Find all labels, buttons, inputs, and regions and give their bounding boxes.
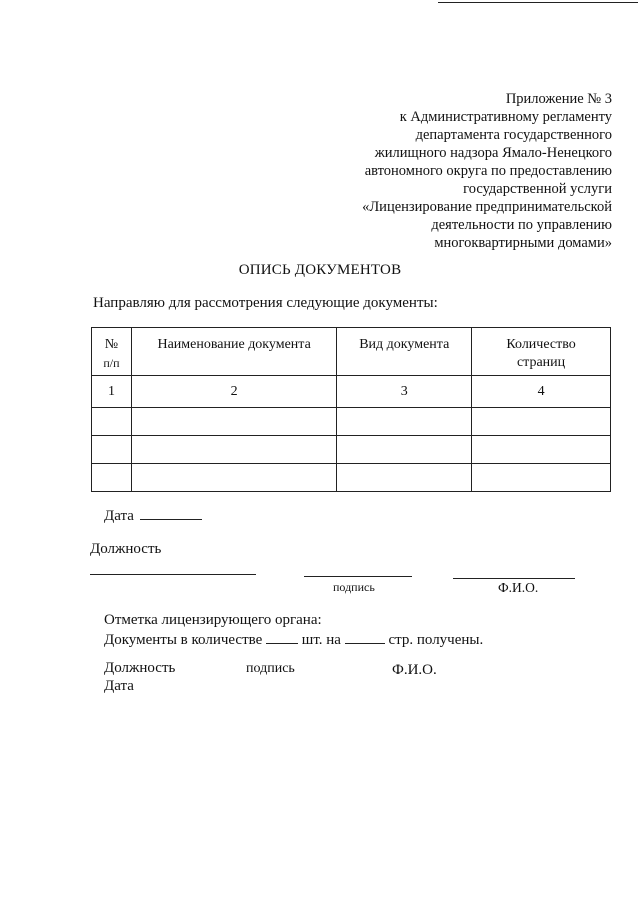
header-number xyxy=(92,328,132,376)
bottom-signature: подпись xyxy=(246,661,295,676)
number-cell: 4 xyxy=(472,376,611,408)
table-cell xyxy=(337,464,472,492)
date-label: Дата xyxy=(104,508,134,524)
date-blank xyxy=(140,519,202,520)
table-numbering-row xyxy=(92,376,611,408)
received-suffix: стр. получены. xyxy=(388,632,484,648)
table-cell xyxy=(92,464,132,492)
table-cell xyxy=(131,436,337,464)
appendix-line: Приложение № 3 xyxy=(505,91,612,107)
header-number-sign: № xyxy=(104,337,119,352)
table-row xyxy=(92,408,611,436)
date-field xyxy=(104,508,202,525)
position-label: Должность xyxy=(90,541,162,557)
documents-table xyxy=(91,327,611,492)
header-document-type: Вид документа xyxy=(337,328,472,376)
number-cell: 1 xyxy=(92,376,132,408)
table-cell xyxy=(92,408,132,436)
table-row xyxy=(92,464,611,492)
bottom-date: Дата xyxy=(104,678,134,694)
signature-line xyxy=(304,576,412,577)
number-cell: 3 xyxy=(337,376,472,408)
position-line xyxy=(90,574,256,575)
appendix-line: департамента государственного xyxy=(415,127,612,143)
header-page-count-line2: страниц xyxy=(516,355,566,370)
header-page-count-line1: Количество xyxy=(506,337,576,352)
count-blank xyxy=(266,643,298,644)
licensing-mark-title: Отметка лицензирующего органа: xyxy=(104,612,322,628)
table-cell xyxy=(337,408,472,436)
header-page-count xyxy=(472,328,611,376)
fio-caption: Ф.И.О. xyxy=(498,580,539,595)
signature-caption: подпись xyxy=(333,580,375,594)
received-prefix: Документы в количестве xyxy=(104,632,263,648)
header-document-name: Наименование документа xyxy=(131,328,337,376)
appendix-line: деятельности по управлению xyxy=(431,217,612,233)
appendix-header xyxy=(272,90,612,252)
document-title: ОПИСЬ ДОКУМЕНТОВ xyxy=(238,262,402,278)
table-row xyxy=(92,436,611,464)
table-header-row xyxy=(92,328,611,376)
intro-text: Направляю для рассмотрения следующие документы: xyxy=(93,295,438,311)
appendix-line: государственной услуги xyxy=(463,181,612,197)
table-cell xyxy=(92,436,132,464)
received-mid: шт. на xyxy=(301,632,341,648)
bottom-fio: Ф.И.О. xyxy=(392,662,437,678)
pages-blank xyxy=(345,643,385,644)
table-cell xyxy=(472,464,611,492)
table-cell xyxy=(131,464,337,492)
licensing-mark-received xyxy=(104,630,483,650)
table-cell xyxy=(337,436,472,464)
fio-line xyxy=(453,578,575,579)
header-number-pp: п/п xyxy=(103,356,120,370)
top-border-line xyxy=(438,2,638,3)
table-cell xyxy=(131,408,337,436)
number-cell: 2 xyxy=(131,376,337,408)
licensing-mark xyxy=(104,610,483,650)
appendix-line: к Административному регламенту xyxy=(399,109,612,125)
appendix-line: жилищного надзора Ямало-Ненецкого xyxy=(374,145,612,161)
table-cell xyxy=(472,436,611,464)
table-cell xyxy=(472,408,611,436)
appendix-line: «Лицензирование предпринимательской xyxy=(362,199,612,215)
appendix-line: многоквартирными домами» xyxy=(434,235,612,251)
bottom-position: Должность xyxy=(104,660,176,676)
appendix-line: автономного округа по предоставлению xyxy=(364,163,612,179)
